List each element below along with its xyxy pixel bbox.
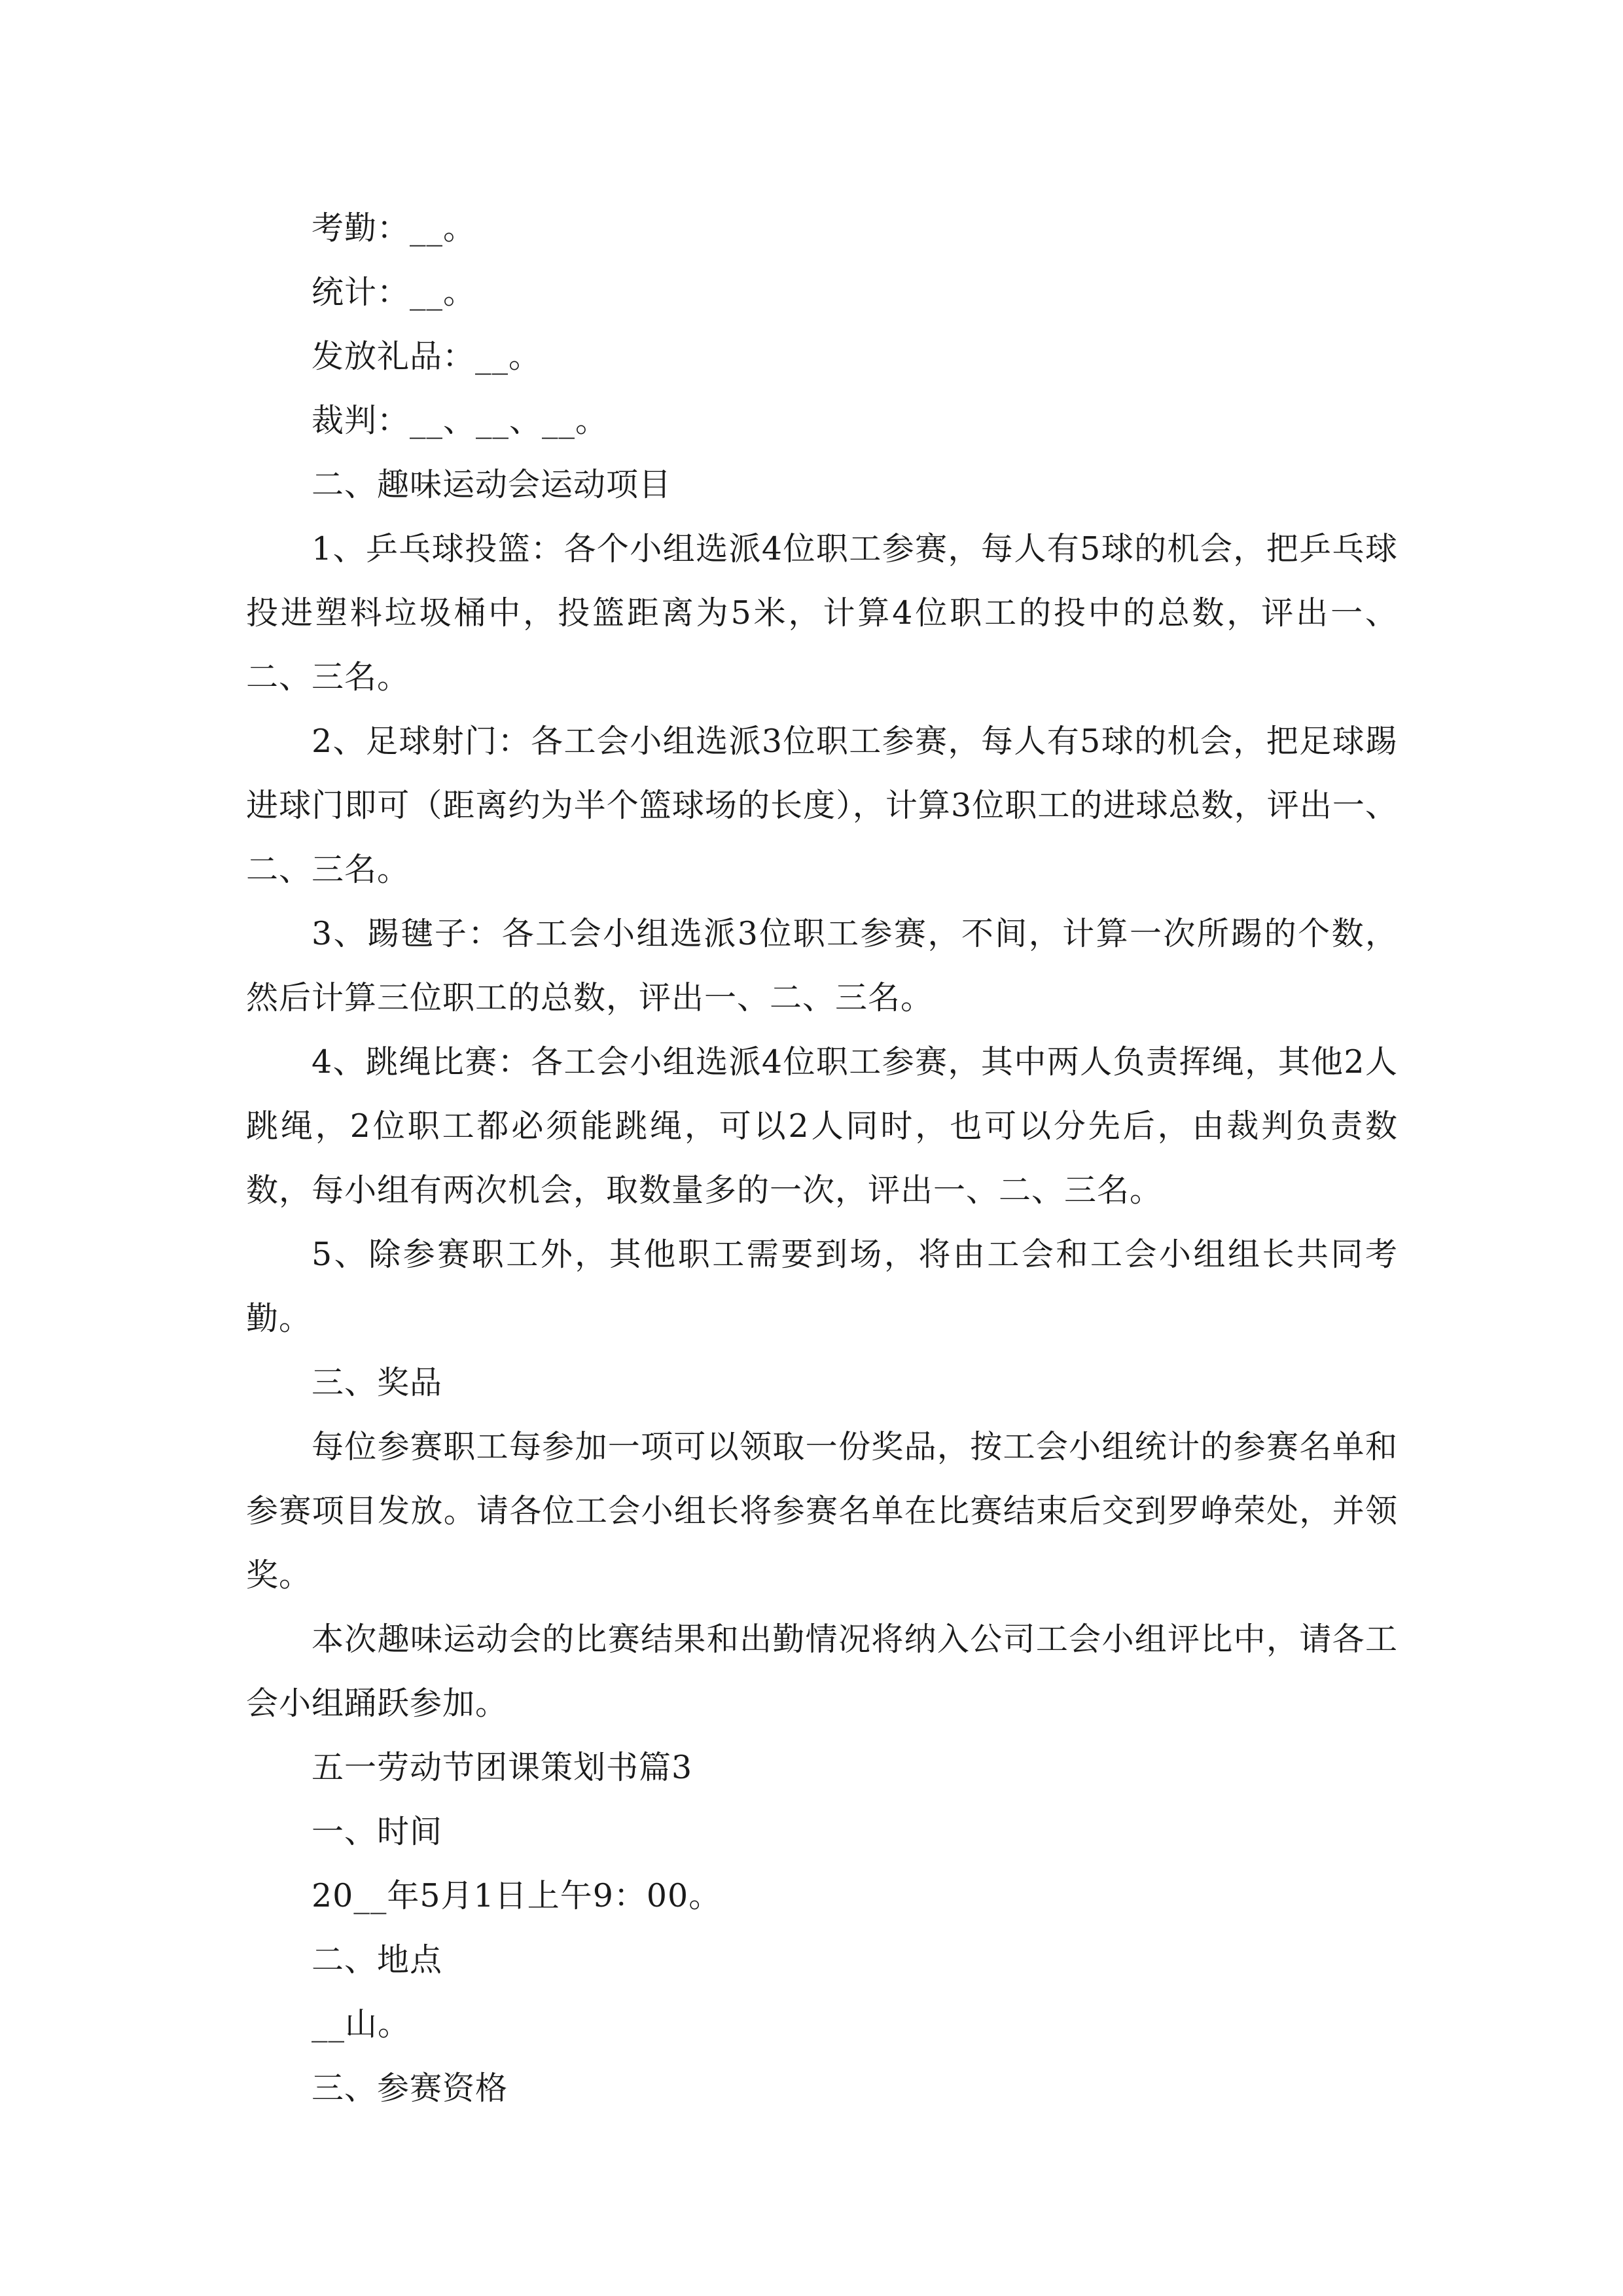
paragraph-time: 20__年5月1日上午9：00。 [312,1877,722,1914]
section-heading-time: 一、时间 [312,1813,443,1850]
paragraph-location: __山。 [312,2005,411,2043]
article-title: 五一劳动节团课策划书篇3 [312,1749,693,1786]
paragraph-event-4: 4、跳绳比赛：各工会小组选派4位职工参赛，其中两人负责挥绳，其他2人跳绳，2位职工都必须能跳绳，可以2人同时，也可以分先后，由裁判负责数数，每小组有两次机会，取数量多的一次，评出一、二、三名。 [246,1043,1398,1209]
paragraph-statistics: 统计：__。 [312,274,476,311]
paragraph-gifts: 发放礼品：__。 [312,338,542,375]
document-body [246,196,1398,2121]
section-heading-events: 二、趣味运动会运动项目 [312,466,672,503]
paragraph-prizes: 每位参赛职工每参加一项可以领取一份奖品，按工会小组统计的参赛名单和参赛项目发放。请各位工会小组长将参赛名单在比赛结束后交到罗峥荣处，并领奖。 [246,1428,1398,1594]
section-heading-location: 二、地点 [312,1941,443,1979]
paragraph-event-2: 2、足球射门：各工会小组选派3位职工参赛，每人有5球的机会，把足球踢进球门即可（距离约为半个篮球场的长度），计算3位职工的进球总数，评出一、二、三名。 [246,723,1398,888]
paragraph-event-1: 1、乒乓球投篮：各个小组选派4位职工参赛，每人有5球的机会，把乒乓球投进塑料垃圾桶中，投篮距离为5米，计算4位职工的投中的总数，评出一、二、三名。 [246,530,1398,696]
paragraph-referees: 裁判：__、__、__。 [312,402,609,439]
section-heading-eligibility: 三、参赛资格 [312,2070,508,2107]
paragraph-attendance: 考勤：__。 [312,209,476,247]
paragraph-event-3: 3、踢毽子：各工会小组选派3位职工参赛，不间，计算一次所踢的个数，然后计算三位职工的总数，评出一、二、三名。 [246,915,1398,1016]
paragraph-event-5: 5、除参赛职工外，其他职工需要到场，将由工会和工会小组组长共同考勤。 [246,1236,1398,1337]
section-heading-prizes: 三、奖品 [312,1364,443,1401]
paragraph-evaluation: 本次趣味运动会的比赛结果和出勤情况将纳入公司工会小组评比中，请各工会小组踊跃参加。 [246,1621,1398,1722]
